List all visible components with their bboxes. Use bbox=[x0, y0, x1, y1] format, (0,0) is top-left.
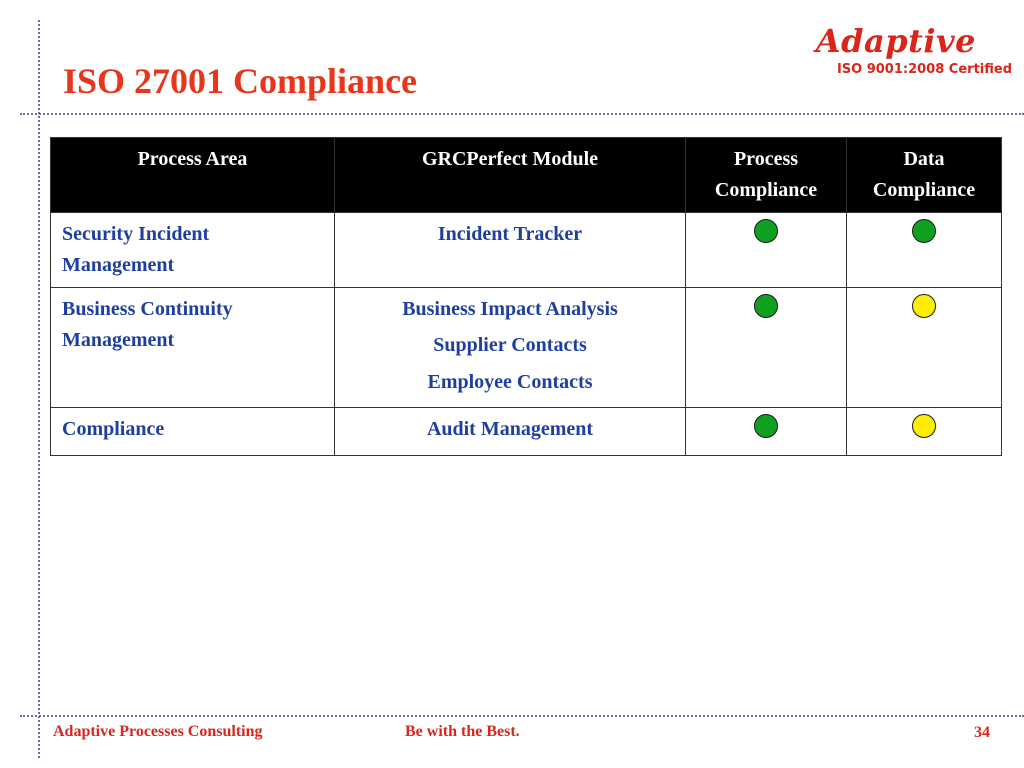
footer-company: Adaptive Processes Consulting bbox=[53, 723, 263, 740]
header-dotted-rule bbox=[20, 113, 1024, 115]
status-indicator-icon bbox=[912, 294, 936, 318]
status-indicator-icon bbox=[754, 414, 778, 438]
company-logo bbox=[812, 22, 1012, 77]
table-row bbox=[51, 213, 1002, 288]
compliance-table bbox=[50, 137, 1002, 456]
process-area-line2: Management bbox=[62, 254, 175, 276]
slide-title: ISO 27001 Compliance bbox=[63, 61, 418, 101]
header-process-area: Process Area bbox=[51, 138, 335, 213]
header-data-compliance bbox=[847, 138, 1002, 213]
logo-certification: ISO 9001:2008 Certified bbox=[836, 62, 1012, 77]
status-indicator-icon bbox=[754, 219, 778, 243]
header-process-compliance-line1: Process bbox=[733, 148, 799, 170]
left-dotted-rule bbox=[38, 20, 40, 758]
data-compliance-cell bbox=[847, 408, 1002, 456]
header-module: GRCPerfect Module bbox=[335, 138, 686, 213]
module-cell bbox=[335, 288, 686, 408]
module-name: Supplier Contacts bbox=[433, 334, 587, 356]
module-name: Business Impact Analysis bbox=[402, 298, 618, 320]
footer-dotted-rule bbox=[20, 715, 1024, 717]
module-name: Employee Contacts bbox=[427, 371, 593, 393]
table-header-row bbox=[51, 138, 1002, 213]
process-compliance-cell bbox=[686, 288, 847, 408]
footer-tagline: Be with the Best. bbox=[405, 723, 520, 740]
status-indicator-icon bbox=[912, 414, 936, 438]
process-compliance-cell bbox=[686, 213, 847, 288]
process-area-cell bbox=[51, 408, 335, 456]
process-area-cell bbox=[51, 213, 335, 288]
process-area-line1: Business Continuity bbox=[62, 298, 233, 320]
data-compliance-cell bbox=[847, 213, 1002, 288]
logo-wordmark: Adaptive bbox=[815, 22, 976, 60]
status-indicator-icon bbox=[912, 219, 936, 243]
table-row bbox=[51, 408, 1002, 456]
module-name: Audit Management bbox=[426, 418, 594, 440]
module-cell bbox=[335, 213, 686, 288]
module-name: Incident Tracker bbox=[437, 223, 583, 245]
data-compliance-cell bbox=[847, 288, 1002, 408]
header-data-compliance-line1: Data bbox=[903, 148, 945, 170]
process-area-line1: Compliance bbox=[62, 418, 165, 440]
header-process-compliance-line2: Compliance bbox=[714, 179, 818, 201]
status-indicator-icon bbox=[754, 294, 778, 318]
header-process-compliance bbox=[686, 138, 847, 213]
process-area-line2: Management bbox=[62, 329, 175, 351]
header-data-compliance-line2: Compliance bbox=[872, 179, 976, 201]
process-compliance-cell bbox=[686, 408, 847, 456]
process-area-line1: Security Incident bbox=[62, 223, 210, 245]
module-cell bbox=[335, 408, 686, 456]
table-row bbox=[51, 288, 1002, 408]
process-area-cell bbox=[51, 288, 335, 408]
page-number: 34 bbox=[974, 724, 990, 741]
